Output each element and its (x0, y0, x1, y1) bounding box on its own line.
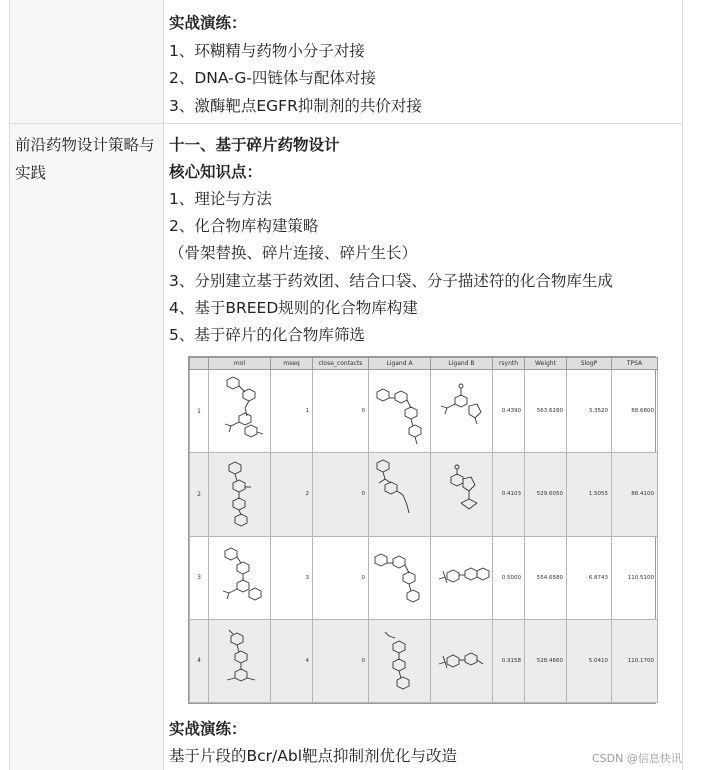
mseq-cell: 1 (271, 370, 313, 453)
slogp-cell: 6.8743 (567, 536, 612, 619)
header-weight: Weight (525, 358, 567, 370)
tpsa-cell: 110.5100 (612, 536, 658, 619)
close-contacts-cell: 0 (313, 536, 369, 619)
practice-heading-top: 实战演练： (169, 14, 247, 32)
rsynth-cell: 0.5000 (493, 536, 525, 619)
knowledge-item-3: 3、分别建立基于药效团、结合口袋、分子描述符的化合物库生成 (169, 272, 613, 290)
ligand-a-structure-image (369, 536, 431, 619)
practice-item-3: 3、激酶靶点EGFR抑制剂的共价对接 (169, 97, 422, 115)
slogp-cell: 1.5055 (567, 453, 612, 536)
header-rsynth: rsynth (493, 358, 525, 370)
header-ligand-a: Ligand A (369, 358, 431, 370)
header-index (190, 358, 209, 370)
practice-item-1: 1、环糊精与药物小分子对接 (169, 42, 365, 60)
compound-table-figure (188, 356, 656, 704)
close-contacts-cell: 0 (313, 453, 369, 536)
row-divider (10, 123, 682, 124)
header-close-contacts: close_contacts (313, 358, 369, 370)
slogp-cell: 3.3520 (567, 370, 612, 453)
ligand-b-structure-image (431, 619, 493, 702)
section-title: 十一、基于碎片药物设计 (169, 136, 340, 154)
knowledge-item-2-detail: （骨架替换、碎片连接、碎片生长） (169, 244, 418, 262)
weight-cell: 563.6280 (525, 370, 567, 453)
ligand-b-structure-image (431, 536, 493, 619)
practice-item-bcr-abl: 基于片段的Bcr/Abl靶点抑制剂优化与改造 (169, 747, 457, 765)
tpsa-cell: 110.1700 (612, 619, 658, 702)
tpsa-cell: 88.6800 (612, 370, 658, 453)
row-index: 2 (190, 453, 209, 536)
category-label: 前沿药物设计策略与实践 (15, 136, 155, 182)
close-contacts-cell: 0 (313, 370, 369, 453)
row-index: 3 (190, 536, 209, 619)
practice-heading-bottom: 实战演练： (169, 720, 247, 738)
header-mol: mol (209, 358, 271, 370)
row-index: 4 (190, 619, 209, 702)
watermark: CSDN @信息快讯 (592, 752, 682, 765)
header-tpsa: TPSA (612, 358, 658, 370)
rsynth-cell: 0.3158 (493, 619, 525, 702)
figure-header-row (190, 358, 658, 370)
molecule-structure-image (209, 536, 271, 619)
weight-cell: 528.4660 (525, 619, 567, 702)
ligand-a-structure-image (369, 619, 431, 702)
category-column (10, 0, 164, 770)
knowledge-item-4: 4、基于BREED规则的化合物库构建 (169, 299, 418, 317)
weight-cell: 529.6050 (525, 453, 567, 536)
weight-cell: 554.6580 (525, 536, 567, 619)
close-contacts-cell: 0 (313, 619, 369, 702)
mseq-cell: 4 (271, 619, 313, 702)
molecule-structure-image (209, 370, 271, 453)
ligand-b-structure-image (431, 453, 493, 536)
tpsa-cell: 88.4100 (612, 453, 658, 536)
header-mseq: mseq (271, 358, 313, 370)
molecule-structure-image (209, 619, 271, 702)
header-slogp: SlogP (567, 358, 612, 370)
knowledge-item-2: 2、化合物库构建策略 (169, 217, 319, 235)
ligand-a-structure-image (369, 453, 431, 536)
mseq-cell: 3 (271, 536, 313, 619)
row-index: 1 (190, 370, 209, 453)
knowledge-heading: 核心知识点： (169, 163, 263, 181)
rsynth-cell: 0.4103 (493, 453, 525, 536)
knowledge-item-1: 1、理论与方法 (169, 190, 272, 208)
table-row (190, 536, 658, 619)
ligand-b-structure-image (431, 370, 493, 453)
table-row (190, 370, 658, 453)
header-ligand-b: Ligand B (431, 358, 493, 370)
ligand-a-structure-image (369, 370, 431, 453)
table-row (190, 453, 658, 536)
knowledge-item-5: 5、基于碎片的化合物库筛选 (169, 326, 365, 344)
table-row (190, 619, 658, 702)
molecule-structure-image (209, 453, 271, 536)
rsynth-cell: 0.4390 (493, 370, 525, 453)
slogp-cell: 5.0410 (567, 619, 612, 702)
practice-item-2: 2、DNA-G-四链体与配体对接 (169, 69, 376, 87)
mseq-cell: 2 (271, 453, 313, 536)
